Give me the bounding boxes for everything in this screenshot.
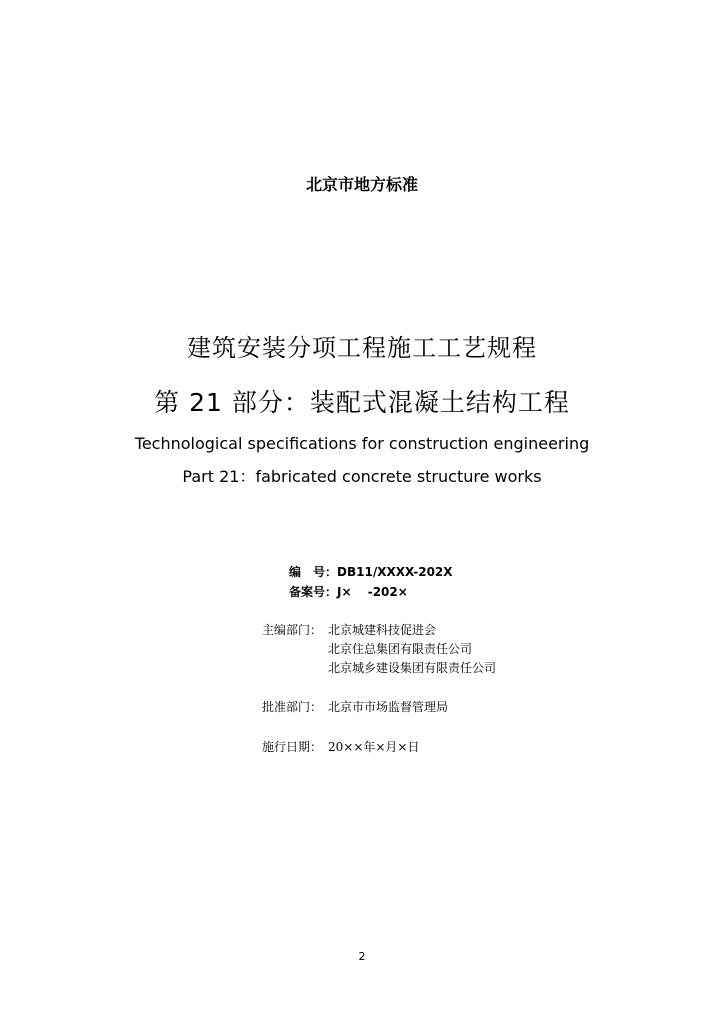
standard-code [289,563,453,580]
document-title-en: Technological specifications for construction engineering [134,434,590,453]
record-number [289,583,408,600]
document-part-title-en: Part 21：fabricated concrete structure works [182,467,542,486]
standard-code-value: DB11/XXXX-202X [337,565,453,579]
effective-date-label: 施行日期： [262,740,323,754]
effective-date-value: 20××年×月×日 [328,740,420,754]
standard-type-heading: 北京市地方标准 [305,175,418,194]
approver-value: 北京市市场监督管理局 [328,700,449,714]
editor-2: 北京住总集团有限责任公司 [328,642,473,656]
editor-3: 北京城乡建设集团有限责任公司 [328,661,497,675]
document-part-title-cn: 第 21 部分：装配式混凝土结构工程 [154,388,570,417]
record-number-label: 备案号： [289,585,338,599]
editor-1: 北京城建科技促进会 [328,623,437,637]
standard-code-label: 编 号： [289,565,338,579]
page-number: 2 [358,950,366,963]
record-number-value: J× -202× [337,585,408,599]
approver-label: 批准部门： [262,700,323,714]
editor-label: 主编部门： [262,623,323,637]
document-title-cn: 建筑安装分项工程施工工艺规程 [187,334,537,362]
